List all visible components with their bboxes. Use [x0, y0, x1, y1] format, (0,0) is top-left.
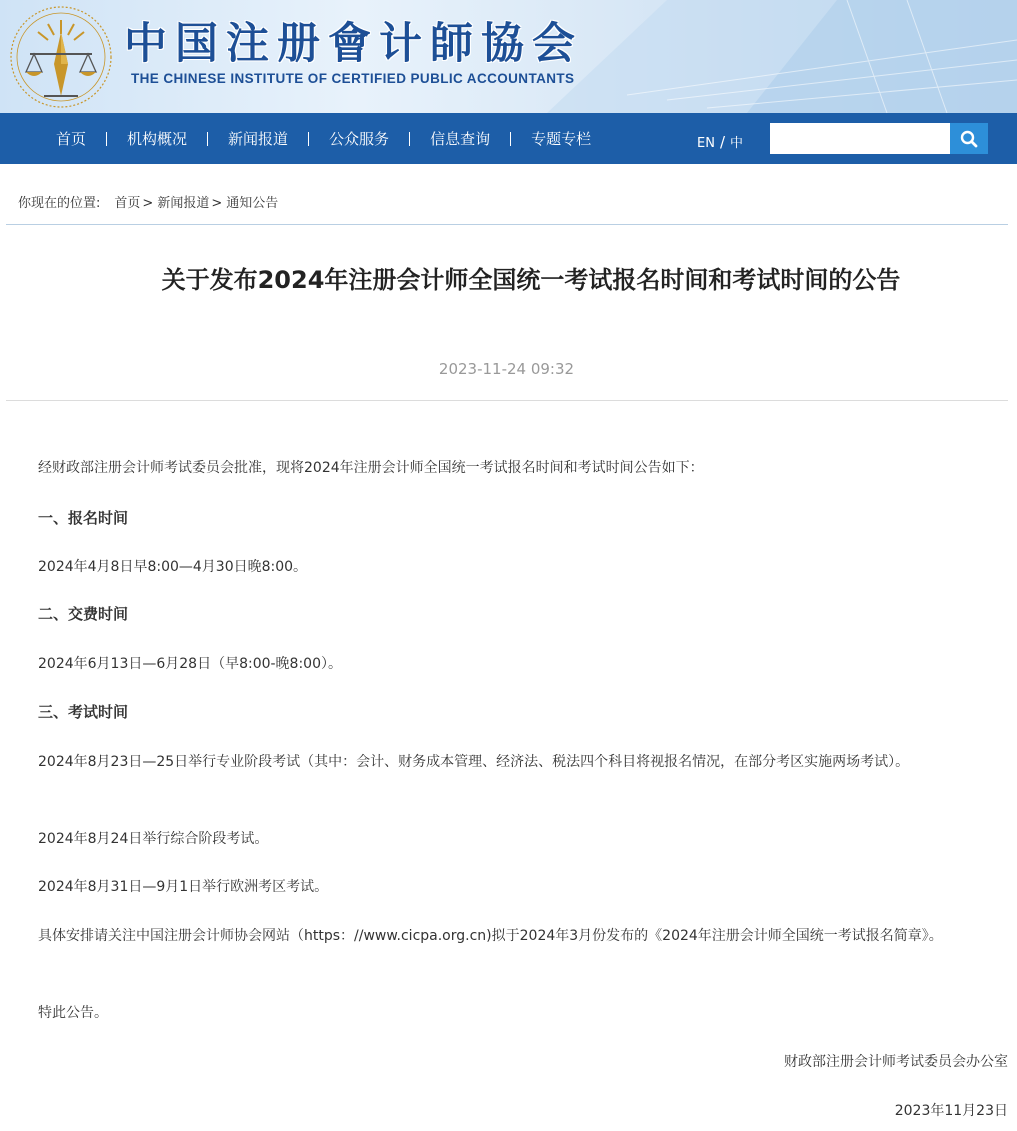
banner-background-art — [547, 0, 1017, 113]
article-paragraph: 经财政部注册会计师考试委员会批准，现将2024年注册会计师全国统一考试报名时间和考试时间公告如下： — [38, 460, 704, 476]
article-paragraph: 具体安排请关注中国注册会计师协会网站（https：//www.cicpa.org.cn)拟于2024年3月份发布的《2024年注册会计师全国统一考试报名简章》。 — [38, 928, 943, 944]
article-paragraph: 2024年8月24日举行综合阶段考试。 — [38, 831, 269, 847]
section-heading-registration: 一、报名时间 — [38, 509, 129, 527]
nav-item-info-query[interactable]: 信息查询 — [430, 130, 491, 148]
article-paragraph: 2024年8月23日—25日举行专业阶段考试（其中：会计、财务成本管理、经济法、税法四个科目将视报名情况，在部分考区实施两场考试）。 — [38, 754, 910, 770]
nav-divider — [106, 132, 107, 146]
search-button[interactable] — [950, 123, 988, 154]
lang-english-link[interactable]: EN — [697, 136, 715, 151]
site-banner — [0, 0, 1017, 113]
cicpa-emblem-icon — [8, 4, 114, 110]
nav-divider — [409, 132, 410, 146]
search-icon — [959, 129, 979, 149]
nav-item-special-column[interactable]: 专题专栏 — [531, 130, 592, 148]
breadcrumb — [18, 192, 278, 211]
breadcrumb-home-link[interactable]: 首页 — [114, 196, 141, 211]
article-paragraph: 2024年4月8日早8:00—4月30日晚8:00。 — [38, 559, 308, 575]
breadcrumb-news-link[interactable]: 新闻报道 — [157, 196, 210, 211]
article-signature-date: 2023年11月23日 — [894, 1103, 1008, 1119]
lang-chinese-link[interactable]: 中 — [730, 136, 744, 151]
language-switch — [697, 132, 743, 151]
nav-divider — [308, 132, 309, 146]
nav-item-about[interactable]: 机构概况 — [127, 130, 188, 148]
article-paragraph: 特此公告。 — [38, 1005, 108, 1021]
article-publish-date: 2023-11-24 09:32 — [438, 360, 575, 378]
nav-item-news[interactable]: 新闻报道 — [228, 130, 289, 148]
title-divider — [6, 400, 1008, 401]
article-paragraph: 2024年8月31日—9月1日举行欧洲考区考试。 — [38, 879, 329, 895]
site-name-chinese: 中国注册會计師協会 — [124, 19, 583, 69]
breadcrumb-divider — [6, 224, 1008, 225]
nav-divider — [207, 132, 208, 146]
site-name-english: THE CHINESE INSTITUTE OF CERTIFIED PUBLIC ACCOUNTANTS — [131, 71, 575, 86]
lang-separator: / — [719, 133, 726, 151]
article-paragraph: 2024年6月13日—6月28日（早8:00-晚8:00）。 — [38, 656, 343, 672]
section-heading-exam: 三、考试时间 — [38, 703, 129, 721]
article-signature: 财政部注册会计师考试委员会办公室 — [784, 1054, 1008, 1070]
nav-item-public-service[interactable]: 公众服务 — [329, 130, 390, 148]
breadcrumb-prefix: 你现在的位置: — [18, 196, 101, 211]
nav-list — [40, 113, 607, 164]
breadcrumb-arrow: > — [211, 196, 223, 211]
breadcrumb-notice-link[interactable]: 通知公告 — [226, 196, 279, 211]
nav-divider — [510, 132, 511, 146]
breadcrumb-arrow: > — [142, 196, 154, 211]
nav-item-home[interactable]: 首页 — [56, 130, 87, 148]
search-input[interactable] — [770, 123, 950, 154]
article-title: 关于发布2024年注册会计师全国统一考试报名时间和考试时间的公告 — [161, 266, 901, 294]
section-heading-payment: 二、交费时间 — [38, 605, 129, 623]
